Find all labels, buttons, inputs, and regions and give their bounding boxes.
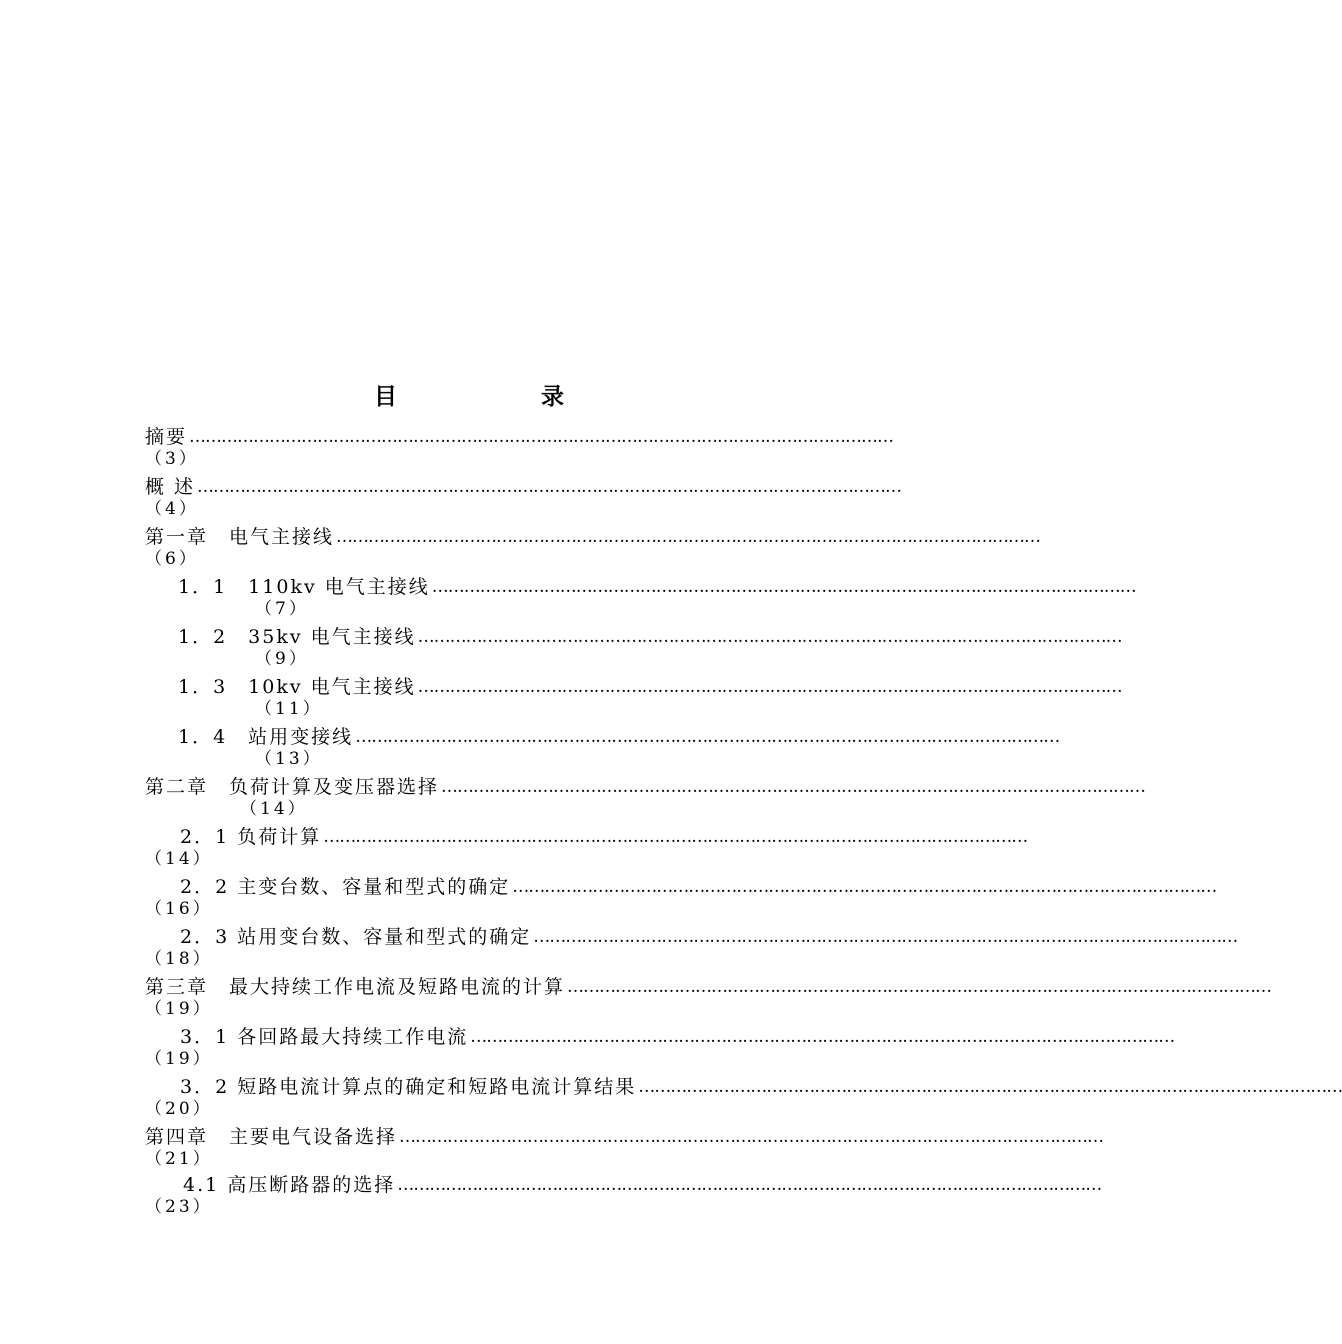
toc-leader-dots: …………………………………………………………………………………………………………………… bbox=[533, 927, 1238, 947]
toc-entry-label: 1．4 站用变接线 bbox=[178, 726, 354, 748]
toc-title bbox=[374, 382, 564, 412]
toc-leader-dots: …………………………………………………………………………………………………………………… bbox=[567, 977, 1272, 997]
toc-leader-dots: …………………………………………………………………………………………………………………… bbox=[323, 827, 1028, 847]
toc-entry-page: （20） bbox=[145, 1099, 213, 1119]
toc-entry-page: （14） bbox=[145, 849, 213, 869]
toc-entry-page: （18） bbox=[145, 949, 213, 969]
toc-entry-page: （7） bbox=[255, 599, 309, 619]
toc-entry-page: （21） bbox=[145, 1149, 213, 1169]
toc-entry-2-3[interactable] bbox=[145, 924, 1238, 974]
toc-entry-page: （14） bbox=[240, 799, 308, 819]
toc-entry-2-1[interactable] bbox=[145, 824, 1028, 874]
toc-entry-label: 3．2 短路电流计算点的确定和短路电流计算结果 bbox=[180, 1076, 637, 1098]
toc-entry-1-3[interactable] bbox=[145, 674, 1122, 724]
toc-entry-page: （6） bbox=[145, 549, 199, 569]
toc-entry-page: （11） bbox=[255, 699, 323, 719]
toc-entry-chapter-4[interactable] bbox=[145, 1124, 1104, 1174]
toc-entry-page: （23） bbox=[145, 1197, 213, 1217]
toc-entry-page: （3） bbox=[145, 449, 199, 469]
toc-entry-label: 第四章 主要电气设备选择 bbox=[145, 1126, 398, 1148]
toc-entry-label: 概 述 bbox=[145, 476, 196, 498]
toc-leader-dots: …………………………………………………………………………………………………………………… bbox=[355, 727, 1060, 747]
toc-entry-3-1[interactable] bbox=[145, 1024, 1175, 1074]
toc-entry-label: 2．3 站用变台数、容量和型式的确定 bbox=[180, 926, 532, 948]
toc-entry-page: （13） bbox=[255, 749, 323, 769]
toc-entry-label: 第三章 最大持续工作电流及短路电流的计算 bbox=[145, 976, 566, 998]
toc-entry-page: （16） bbox=[145, 899, 213, 919]
toc-entry-label: 第一章 电气主接线 bbox=[145, 526, 335, 548]
toc-entry-page: （4） bbox=[145, 499, 199, 519]
toc-entry-label: 1．2 35kv 电气主接线 bbox=[178, 626, 416, 648]
toc-entry-1-1[interactable] bbox=[145, 574, 1136, 624]
toc-entry-1-2[interactable] bbox=[145, 624, 1122, 674]
toc-title-right: 录 bbox=[541, 384, 564, 410]
toc-entry-abstract[interactable] bbox=[145, 424, 894, 474]
toc-entry-label: 摘要 bbox=[145, 426, 188, 448]
toc-entry-1-4[interactable] bbox=[145, 724, 1060, 774]
toc-leader-dots: …………………………………………………………………………………………………………………… bbox=[197, 477, 902, 497]
toc-entry-overview[interactable] bbox=[145, 474, 902, 524]
toc-entry-label: 2．1 负荷计算 bbox=[180, 826, 322, 848]
toc-entry-4-1[interactable] bbox=[145, 1172, 1102, 1222]
toc-title-left: 目 bbox=[374, 384, 397, 410]
toc-entry-chapter-3[interactable] bbox=[145, 974, 1272, 1024]
toc-entry-chapter-1[interactable] bbox=[145, 524, 1041, 574]
toc-leader-dots: …………………………………………………………………………………………………………………… bbox=[638, 1077, 1342, 1097]
toc-entry-label: 第二章 负荷计算及变压器选择 bbox=[145, 776, 440, 798]
toc-leader-dots: …………………………………………………………………………………………………………………… bbox=[336, 527, 1041, 547]
toc-entry-label: 4.1 高压断路器的选择 bbox=[183, 1174, 396, 1196]
toc-entry-3-2[interactable] bbox=[145, 1074, 1342, 1124]
toc-entry-page: （19） bbox=[145, 999, 213, 1019]
toc-leader-dots: …………………………………………………………………………………………………………………… bbox=[399, 1127, 1104, 1147]
toc-leader-dots: …………………………………………………………………………………………………………………… bbox=[417, 627, 1122, 647]
toc-entry-label: 2．2 主变台数、容量和型式的确定 bbox=[180, 876, 511, 898]
toc-leader-dots: …………………………………………………………………………………………………………………… bbox=[189, 427, 894, 447]
toc-entry-chapter-2[interactable] bbox=[145, 774, 1146, 824]
toc-leader-dots: …………………………………………………………………………………………………………………… bbox=[441, 777, 1146, 797]
toc-entry-label: 3．1 各回路最大持续工作电流 bbox=[180, 1026, 469, 1048]
toc-leader-dots: …………………………………………………………………………………………………………………… bbox=[417, 677, 1122, 697]
toc-leader-dots: …………………………………………………………………………………………………………………… bbox=[397, 1175, 1102, 1195]
toc-entry-2-2[interactable] bbox=[145, 874, 1217, 924]
toc-entry-label: 1．1 110kv 电气主接线 bbox=[178, 576, 430, 598]
toc-entry-page: （9） bbox=[255, 649, 309, 669]
toc-entry-label: 1．3 10kv 电气主接线 bbox=[178, 676, 416, 698]
toc-leader-dots: …………………………………………………………………………………………………………………… bbox=[512, 877, 1217, 897]
toc-leader-dots: …………………………………………………………………………………………………………………… bbox=[431, 577, 1136, 597]
toc-entry-page: （19） bbox=[145, 1049, 213, 1069]
toc-leader-dots: …………………………………………………………………………………………………………………… bbox=[470, 1027, 1175, 1047]
